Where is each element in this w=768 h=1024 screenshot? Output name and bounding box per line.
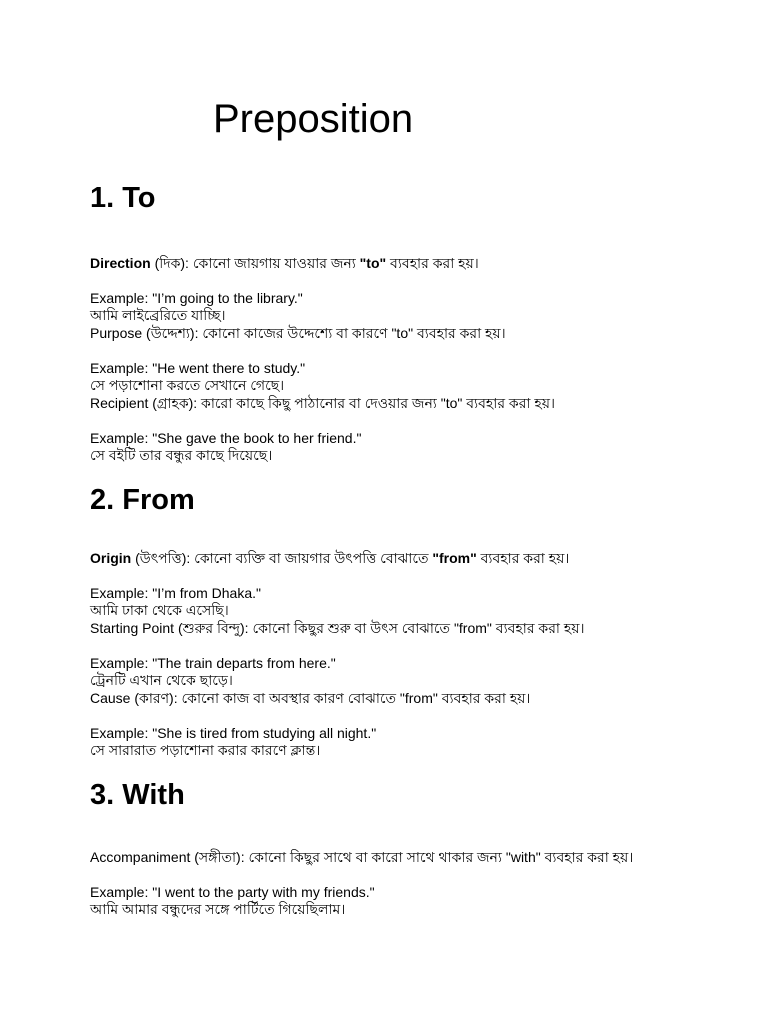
definition-accompaniment: Accompaniment (সঙ্গীতা): কোনো কিছুর সাথে বা কারো সাথে থাকার জন্য "with" ব্যবহার করা হয়।: [90, 849, 634, 865]
example-translation: আমি ঢাকা থেকে এসেছি।: [90, 602, 229, 618]
keyword: "to": [359, 255, 387, 271]
definition-recipient: Recipient (গ্রাহক): কারো কাছে কিছু পাঠানোর বা দেওয়ার জন্য "to" ব্যবহার করা হয়।: [90, 395, 555, 411]
example-sentence: Example: "I’m from Dhaka.": [90, 585, 261, 601]
example-translation: সে বইটি তার বন্ধুর কাছে দিয়েছে।: [90, 447, 273, 463]
definition-text: ব্যবহার করা হয়।: [476, 550, 570, 566]
example-sentence: Example: "She gave the book to her friend.": [90, 430, 362, 446]
example-sentence: Example: "He went there to study.": [90, 360, 306, 376]
term-label-bn: (দিক):: [150, 255, 189, 271]
example-translation: সে সারারাত পড়াশোনা করার কারণে ক্লান্ত।: [90, 742, 321, 758]
keyword: "from": [432, 550, 477, 566]
example-sentence: Example: "The train departs from here.": [90, 655, 336, 671]
example-translation: আমি লাইব্রেরিতে যাচ্ছি।: [90, 307, 226, 323]
term-label: Direction: [90, 255, 151, 271]
definition-starting-point: Starting Point (শুরুর বিন্দু): কোনো কিছুর শুরু বা উৎস বোঝাতে "from" ব্যবহার করা হয়।: [90, 620, 585, 636]
term-label-bn: (উৎপত্তি):: [131, 550, 191, 566]
example-sentence: Example: "I went to the party with my friends.": [90, 884, 375, 900]
section-heading-to: 1. To: [90, 182, 156, 214]
example-sentence: Example: "She is tired from studying all night.": [90, 725, 377, 741]
example-translation: আমি আমার বন্ধুদের সঙ্গে পার্টিতে গিয়েছিলাম।: [90, 901, 346, 917]
definition-cause: Cause (কারণ): কোনো কাজ বা অবস্থার কারণ বোঝাতে "from" ব্যবহার করা হয়।: [90, 690, 531, 706]
section-heading-from: 2. From: [90, 484, 195, 516]
definition-direction: [90, 255, 479, 272]
definition-text: কোনো ব্যক্তি বা জায়গার উৎপত্তি বোঝাতে: [190, 550, 433, 566]
term-label: Origin: [90, 550, 132, 566]
section-heading-with: 3. With: [90, 779, 185, 811]
example-sentence: Example: "I’m going to the library.": [90, 290, 303, 306]
definition-purpose: Purpose (উদ্দেশ্য): কোনো কাজের উদ্দেশ্যে বা কারণে "to" ব্যবহার করা হয়।: [90, 325, 506, 341]
definition-origin: [90, 550, 569, 567]
definition-text: ব্যবহার করা হয়।: [386, 255, 479, 271]
definition-text: কোনো জায়গায় যাওয়ার জন্য: [188, 255, 360, 271]
example-translation: ট্রেনটি এখান থেকে ছাড়ে।: [90, 672, 233, 688]
page-title: Preposition: [213, 97, 414, 141]
example-translation: সে পড়াশোনা করতে সেখানে গেছে।: [90, 377, 285, 393]
